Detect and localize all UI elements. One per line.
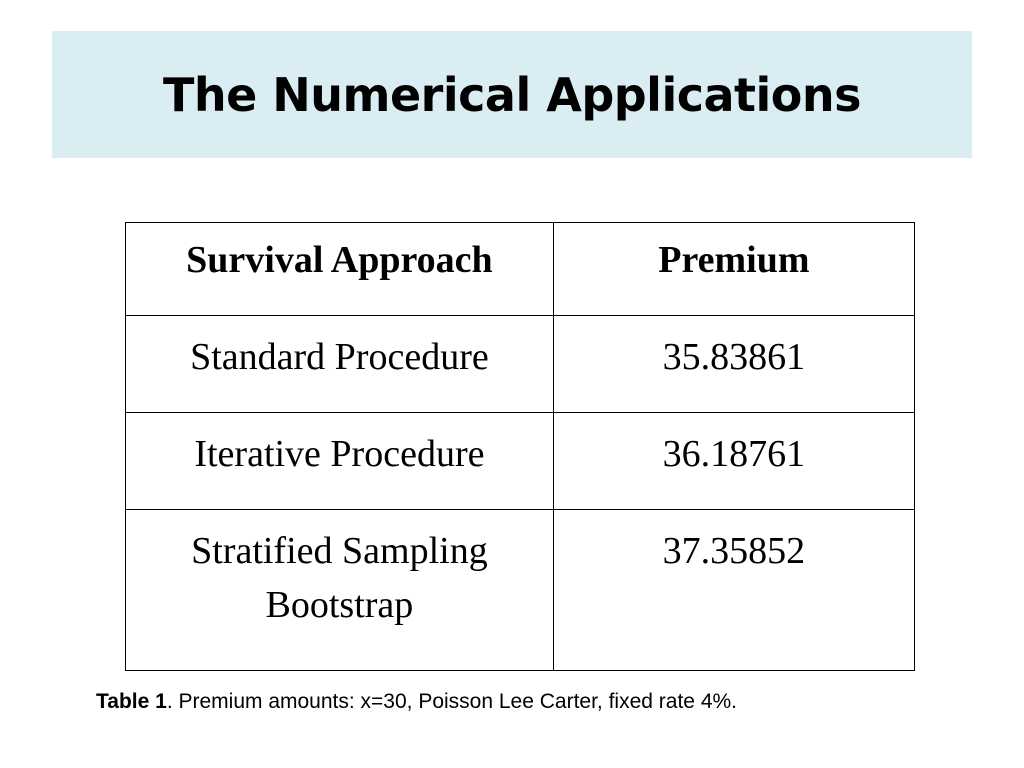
table-row xyxy=(126,413,915,510)
caption-text: . Premium amounts: x=30, Poisson Lee Carter, fixed rate 4%. xyxy=(166,690,738,713)
caption-label: Table 1 xyxy=(96,690,167,713)
table-row xyxy=(126,316,915,413)
cell-premium: 37.35852 xyxy=(553,510,914,671)
cell-approach xyxy=(126,510,554,671)
cell-approach: Standard Procedure xyxy=(126,316,554,413)
header-survival-approach: Survival Approach xyxy=(126,223,554,316)
title-banner xyxy=(52,31,972,158)
cell-premium: 35.83861 xyxy=(553,316,914,413)
header-premium: Premium xyxy=(553,223,914,316)
table-row xyxy=(126,510,915,671)
slide-title: The Numerical Applications xyxy=(162,67,862,122)
cell-approach-line1: Stratified Sampling xyxy=(191,530,488,572)
cell-premium: 36.18761 xyxy=(553,413,914,510)
premium-table xyxy=(125,222,915,671)
cell-approach-line2: Bootstrap xyxy=(265,584,414,626)
table-header-row xyxy=(126,223,915,316)
table-caption xyxy=(96,690,737,714)
cell-approach: Iterative Procedure xyxy=(126,413,554,510)
